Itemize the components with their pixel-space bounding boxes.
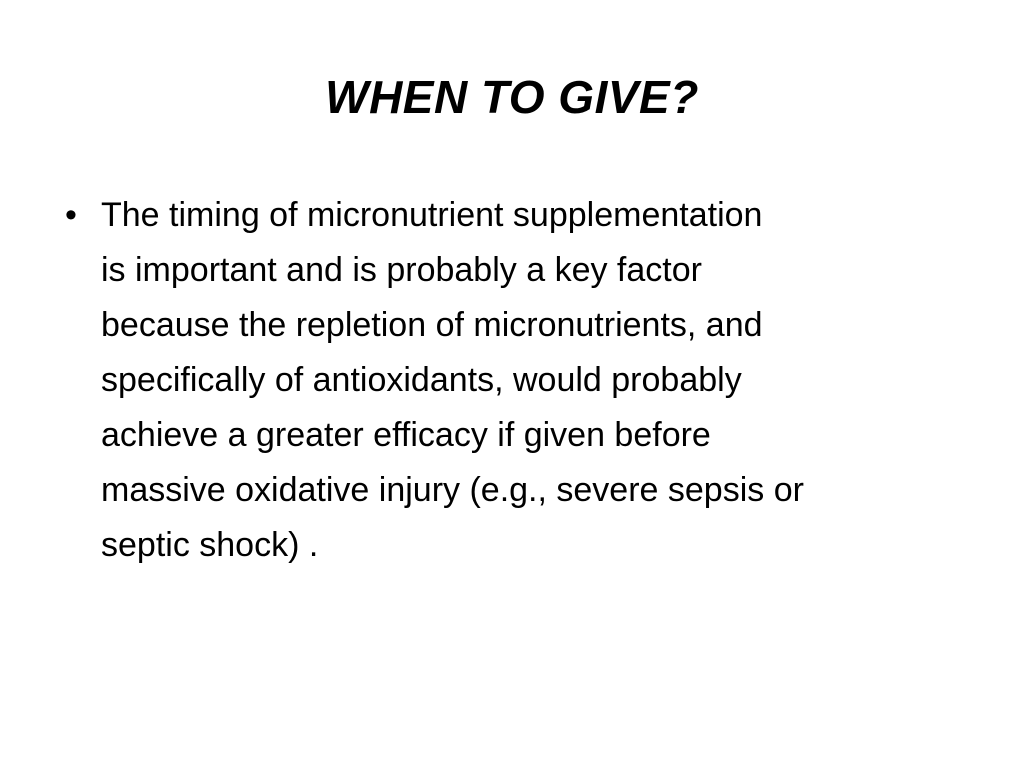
bullet-list bbox=[56, 188, 966, 573]
bullet-line: because the repletion of micronutrients, and bbox=[101, 306, 763, 344]
bullet-marker: • bbox=[65, 196, 77, 234]
bullet-text bbox=[101, 188, 966, 573]
bullet-line: achieve a greater efficacy if given before bbox=[101, 416, 711, 454]
bullet-line: is important and is probably a key factor bbox=[101, 251, 702, 289]
slide-title: WHEN TO GIVE? bbox=[325, 71, 699, 123]
bullet-line: septic shock) . bbox=[101, 526, 319, 564]
bullet-item bbox=[56, 188, 966, 573]
bullet-line: The timing of micronutrient supplementation bbox=[101, 196, 763, 234]
bullet-line: massive oxidative injury (e.g., severe sepsis or bbox=[101, 471, 804, 509]
bullet-line: specifically of antioxidants, would probably bbox=[101, 361, 742, 399]
